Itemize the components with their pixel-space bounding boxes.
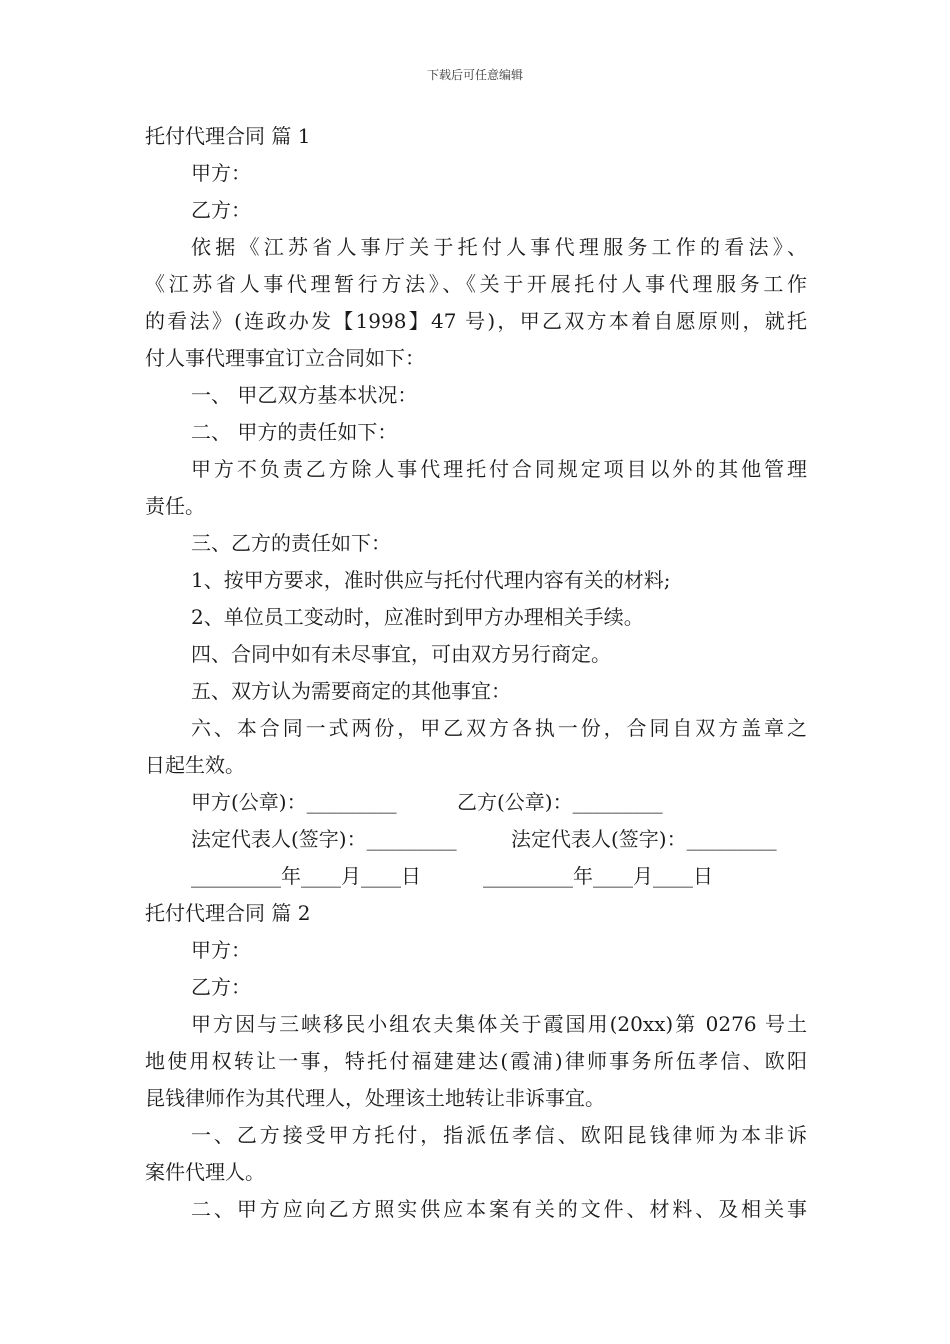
sub-clause: 1、按甲方要求，准时供应与托付代理内容有关的材料; xyxy=(191,568,671,592)
clause-heading: 二、 甲方的责任如下： xyxy=(191,420,398,444)
paragraph-line: 《江苏省人事代理暂行方法》、《关于开展托付人事代理服务工作 xyxy=(145,272,807,296)
clause-heading: 四、合同中如有未尽事宜，可由双方另行商定。 xyxy=(191,642,611,666)
paragraph-line: 甲方因与三峡移民小组农夫集体关于霞国用(20xx)第 0276 号土 xyxy=(191,1012,807,1036)
paragraph-line: 六、本合同一式两份，甲乙双方各执一份，合同自双方盖章之 xyxy=(191,716,807,740)
clause-heading: 三、乙方的责任如下： xyxy=(191,531,391,555)
representative-row xyxy=(145,821,807,858)
paragraph-line: 地使用权转让一事，特托付福建建达(霞浦)律师事务所伍孝信、欧阳 xyxy=(145,1049,807,1073)
header-note: 下载后可任意编辑 xyxy=(426,68,523,82)
party-a-label: 甲方： xyxy=(191,161,251,185)
paragraph-line: 一、乙方接受甲方托付，指派伍孝信、欧阳昆钱律师为本非诉 xyxy=(191,1123,807,1147)
party-b-label: 乙方： xyxy=(191,975,251,999)
paragraph-line: 二、甲方应向乙方照实供应本案有关的文件、材料、及相关事 xyxy=(191,1197,807,1221)
clause-heading: 一、 甲乙双方基本状况： xyxy=(191,383,418,407)
section-title: 托付代理合同 篇 2 xyxy=(145,901,311,925)
party-a-seal: 甲方(公章)：_________ xyxy=(191,790,397,814)
paragraph-line: 日起生效。 xyxy=(145,753,245,777)
section-title: 托付代理合同 篇 1 xyxy=(145,124,311,148)
party-b-date: _________年____月____日 xyxy=(483,864,713,888)
seal-row xyxy=(145,784,807,821)
party-a-representative: 法定代表人(签字)：_________ xyxy=(191,827,457,851)
party-b-seal: 乙方(公章)：_________ xyxy=(457,790,663,814)
party-b-representative: 法定代表人(签字)：_________ xyxy=(511,827,777,851)
paragraph-line: 责任。 xyxy=(145,494,205,518)
clause-heading: 五、双方认为需要商定的其他事宜： xyxy=(191,679,511,703)
party-a-date: _________年____月____日 xyxy=(191,864,421,888)
date-row xyxy=(145,858,807,895)
paragraph-line: 案件代理人。 xyxy=(145,1160,265,1184)
party-b-label: 乙方： xyxy=(191,198,251,222)
paragraph-line: 依据《江苏省人事厅关于托付人事代理服务工作的看法》、 xyxy=(191,235,807,259)
sub-clause: 2、单位员工变动时，应准时到甲方办理相关手续。 xyxy=(191,605,644,629)
paragraph-line: 付人事代理事宜订立合同如下： xyxy=(145,346,425,370)
party-a-label: 甲方： xyxy=(191,938,251,962)
document-body xyxy=(145,118,807,1228)
paragraph-line: 昆钱律师作为其代理人，处理该土地转让非诉事宜。 xyxy=(145,1086,605,1110)
paragraph-line: 甲方不负责乙方除人事代理托付合同规定项目以外的其他管理 xyxy=(191,457,807,481)
paragraph-line: 的看法》(连政办发【1998】47 号)，甲乙双方本着自愿原则，就托 xyxy=(145,309,807,333)
